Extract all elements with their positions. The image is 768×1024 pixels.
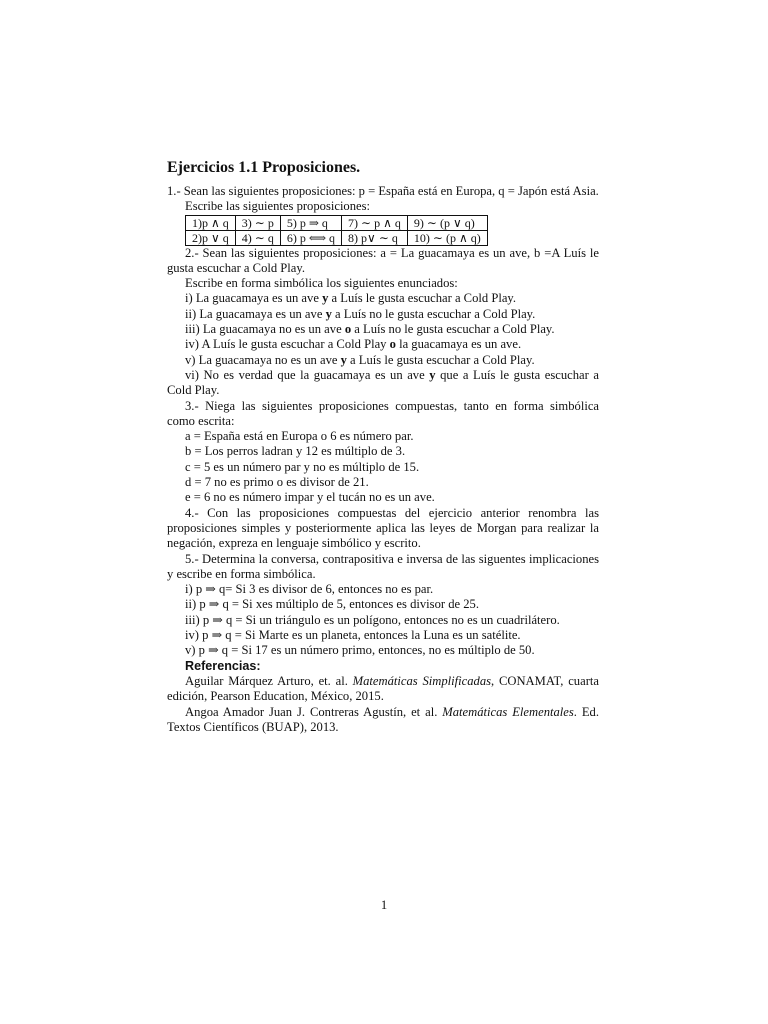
list-item: e = 6 no es número impar y el tucán no es un ave. [185, 490, 435, 505]
page-title: Ejercicios 1.1 Proposiciones. [167, 159, 361, 176]
list-item: d = 7 no es primo o es divisor de 21. [185, 475, 369, 490]
list-item: c = 5 es un número par y no es múltiplo de 15. [185, 459, 420, 474]
list-item: i) p ⇒ q= Si 3 es divisor de 6, entonces no es par. [185, 582, 434, 597]
table-row [186, 230, 488, 245]
list-item: iii) La guacamaya no es un ave o a Luís no le gusta escuchar a Cold Play. [185, 322, 555, 337]
list-item: iii) p ⇒ q = Si un triángulo es un polígono, entonces no es un cuadrilátero. [185, 612, 560, 627]
exercise-1-instruction: Escribe las siguientes proposiciones: [185, 199, 371, 214]
page-number: 1 [380, 898, 388, 912]
propositions-table [185, 215, 488, 246]
list-item: ii) La guacamaya es un ave y a Luís no le gusta escuchar a Cold Play. [185, 306, 536, 321]
exercise-2-instruction: Escribe en forma simbólica los siguientes enunciados: [185, 276, 458, 291]
table-cell: 9) ∼ (p ∨ q) [407, 215, 487, 230]
table-row [186, 215, 488, 230]
table-cell: 3) ∼ p [235, 215, 280, 230]
reference-1: Aguilar Márquez Arturo, et. al. Matemáticas Simplificadas, CONAMAT, cuarta edición, Pearson Education, México, 2015. [167, 673, 599, 704]
list-item: iv) p ⇒ q = Si Marte es un planeta, entonces la Luna es un satélite. [185, 628, 521, 643]
exercise-2-text: 2.- Sean las siguientes proposiciones: a = La guacamaya es un ave, b =A Luís le gusta escuchar a Cold Play. [167, 245, 599, 275]
list-item: iv) A Luís le gusta escuchar a Cold Play o la guacamaya es un ave. [185, 337, 522, 352]
exercise-5-text: 5.- Determina la conversa, contrapositiva e inversa de las siguentes implicaciones y escribe en forma simbólica. [167, 551, 599, 581]
list-item: vi) No es verdad que la guacamaya es un ave y que a Luís le gusta escuchar a Cold Play. [167, 367, 599, 398]
table-cell: 2)p ∨ q [186, 230, 236, 245]
table-cell: 5) p ⇒ q [280, 215, 341, 230]
list-item: v) p ⇒ q = Si 17 es un número primo, entonces, no es múltiplo de 50. [185, 643, 535, 658]
list-item: v) La guacamaya no es un ave y a Luís le gusta escuchar a Cold Play. [185, 352, 535, 367]
table-cell: 7) ∼ p ∧ q [342, 215, 408, 230]
document-body [167, 158, 599, 735]
table-cell: 10) ∼ (p ∧ q) [407, 230, 487, 245]
list-item: i) La guacamaya es un ave y a Luís le gusta escuchar a Cold Play. [185, 291, 517, 306]
table-cell: 6) p ⟺ q [280, 230, 341, 245]
exercise-3-text: 3.- Niega las siguientes proposiciones compuestas, tanto en forma simbólica como escrita: [167, 398, 599, 428]
list-item: ii) p ⇒ q = Si xes múltiplo de 5, entonces es divisor de 25. [185, 597, 479, 612]
reference-2: Angoa Amador Juan J. Contreras Agustín, et al. Matemáticas Elementales. Ed. Textos Científicos (BUAP), 2013. [167, 704, 600, 734]
list-item: b = Los perros ladran y 12 es múltiplo de 3. [185, 444, 406, 459]
exercise-1-text: 1.- Sean las siguientes proposiciones: p = España está en Europa, q = Japón está Asia. [167, 184, 599, 198]
references-heading: Referencias: [185, 658, 261, 673]
table-cell: 1)p ∧ q [186, 215, 236, 230]
table-cell: 4) ∼ q [235, 230, 280, 245]
exercise-4-text: 4.- Con las proposiciones compuestas del ejercicio anterior renombra las proposiciones simples y posteriormente aplica las leyes de Morgan para realizar la negación, expreza en lenguaje simbólico y escrito. [167, 505, 599, 551]
table-cell: 8) p∨ ∼ q [342, 230, 408, 245]
list-item: a = España está en Europa o 6 es número par. [185, 429, 414, 444]
